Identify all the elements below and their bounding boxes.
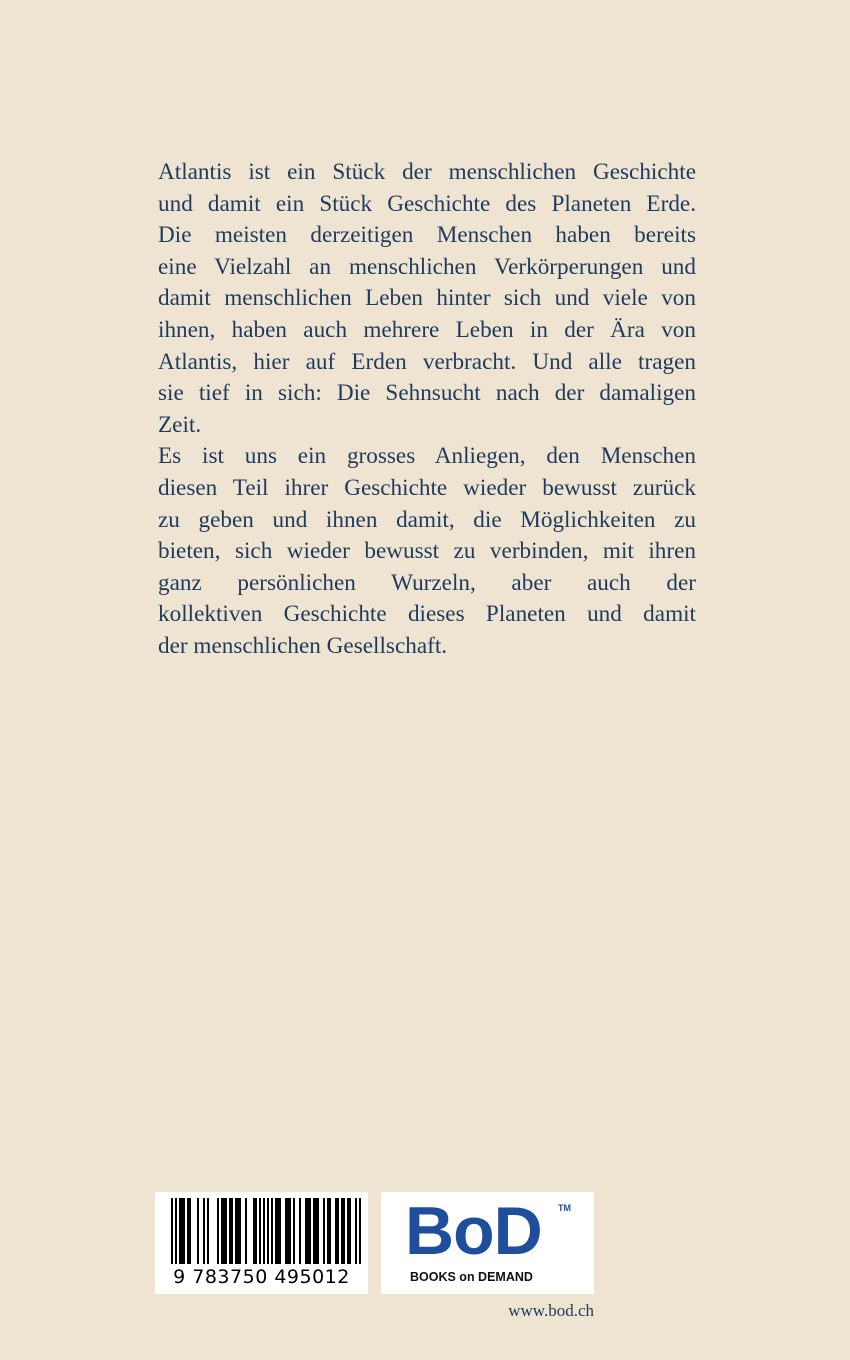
barcode-bar [335,1198,337,1264]
barcode-bar [343,1198,345,1264]
barcode-bar [235,1198,237,1264]
publisher-tagline: BOOKS on DEMAND [410,1270,533,1284]
barcode-bar [307,1198,309,1264]
barcode-bar [207,1198,209,1264]
barcode-bar [277,1198,279,1264]
blurb-line: und damit ein Stück Geschichte des Planeten Erde. [158,190,696,217]
barcode-bar [179,1198,181,1264]
barcode-bar [275,1198,277,1264]
bod-logo-text: BoD [405,1193,542,1269]
blurb-line: sie tief in sich: Die Sehnsucht nach der damaligen [158,380,696,407]
blurb-line: damit menschlichen Leben hinter sich und viele von [158,285,696,312]
barcode-bar [267,1198,269,1264]
barcode-bar [347,1198,349,1264]
isbn-number: 9 783750 495012 [173,1266,350,1288]
blurb-line: Atlantis ist ein Stück der menschlichen Geschichte [158,159,696,185]
blurb-line: kollektiven Geschichte dieses Planeten und damit [158,601,696,628]
blurb-line: Zeit. [158,411,202,438]
barcode-bars [155,1192,368,1268]
publisher-website[interactable]: www.bod.ch [508,1301,594,1320]
barcode-bar [229,1198,231,1264]
barcode-bar [287,1198,289,1264]
barcode-bar [197,1198,199,1264]
barcode-bar [181,1198,183,1264]
barcode-bar [217,1198,219,1264]
barcode-bar [315,1198,317,1264]
barcode-bar [355,1198,357,1264]
barcode-bar [263,1198,265,1264]
barcode-bar [323,1198,325,1264]
barcode-bar [313,1198,315,1264]
blurb-line: der menschlichen Gesellschaft. [158,632,448,659]
barcode-bar [305,1198,307,1264]
barcode-bar [341,1198,343,1264]
barcode-bar [225,1198,227,1264]
barcode-bar [299,1198,301,1264]
blurb-line: Die meisten derzeitigen Menschen haben bereits [158,222,696,249]
barcode-bar [221,1198,223,1264]
blurb-line: eine Vielzahl an menschlichen Verkörperungen und [158,253,696,280]
blurb-line: diesen Teil ihrer Geschichte wieder bewusst zurück [158,474,696,501]
barcode-bar [189,1198,191,1264]
barcode-bar [327,1198,329,1264]
barcode-bar [231,1198,233,1264]
barcode-bar [237,1198,239,1264]
barcode-bar [239,1198,241,1264]
barcode-bar [253,1198,255,1264]
barcode-bar [203,1198,205,1264]
blurb-line: ihnen, haben auch mehrere Leben in der Ära von [158,316,696,343]
barcode-bar [187,1198,189,1264]
blurb-line: bieten, sich wieder bewusst zu verbinden, mit ihren [158,538,696,565]
barcode-bar [309,1198,311,1264]
blurb-line: Atlantis, hier auf Erden verbracht. Und alle tragen [158,348,696,375]
barcode-bar [279,1198,281,1264]
back-cover-blurb [158,157,696,663]
blurb-line: ganz persönlichen Wurzeln, aber auch der [158,569,696,596]
isbn-barcode [155,1192,368,1294]
barcode-bar [285,1198,287,1264]
blurb-line: Es ist uns ein grosses Anliegen, den Menschen [158,443,696,470]
barcode-bar [259,1198,261,1264]
barcode-bar [183,1198,185,1264]
barcode-bar [317,1198,319,1264]
barcode-bar [223,1198,225,1264]
barcode-bar [271,1198,273,1264]
barcode-bar [329,1198,331,1264]
barcode-bar [171,1198,173,1264]
publisher-logo [381,1192,594,1294]
barcode-bar [255,1198,257,1264]
barcode-bar [293,1198,295,1264]
barcode-bar [349,1198,351,1264]
trademark-symbol: TM [558,1203,571,1213]
barcode-bar [359,1198,361,1264]
blurb-line: zu geben und ihnen damit, die Möglichkeiten zu [158,506,696,533]
barcode-bar [245,1198,247,1264]
barcode-bar [337,1198,339,1264]
barcode-bar [289,1198,291,1264]
barcode-bar [175,1198,177,1264]
